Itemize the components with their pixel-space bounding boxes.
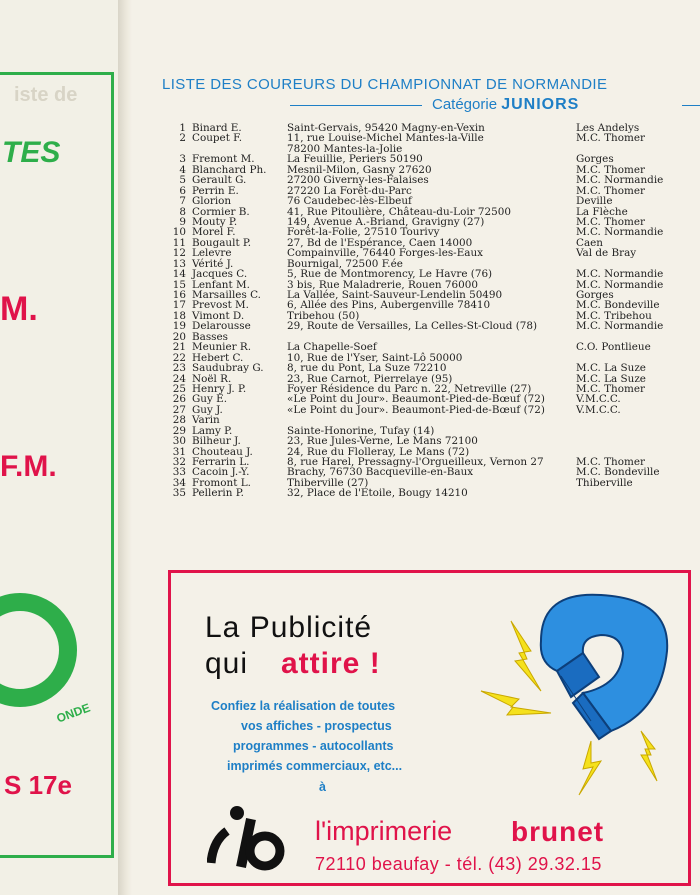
ad-headline-2a: qui (205, 647, 249, 680)
rider-number: 30 (172, 435, 186, 448)
rider-number: 5 (179, 174, 186, 187)
rider-club: M.C. Thomer (576, 132, 645, 145)
rider-club: Caen (576, 236, 603, 249)
rider-address: 8, rue du Pont, La Suze 72210 (287, 362, 447, 375)
rider-address: 32, Place de l'Etoile, Bougy 14210 (287, 487, 468, 500)
rider-name: Hebert C. (192, 351, 244, 364)
rider-address: Tribehou (50) (287, 309, 360, 322)
rider-name: Cormier B. (192, 205, 250, 218)
rider-address: La Chapelle-Soef (287, 341, 377, 354)
rider-address: Brachy, 76730 Bacqueville-en-Baux (287, 466, 474, 479)
rider-address: Compainville, 76440 Forges-les-Eaux (287, 247, 484, 260)
ad-body-line-5: à (319, 780, 326, 794)
rider-address: 76 Caudebec-lès-Elbeuf (287, 195, 412, 208)
ad-brand-prefix: l'imprimerie (315, 816, 453, 846)
rider-number: 13 (172, 257, 186, 270)
ad-body-line-3: programmes - autocollants (233, 739, 394, 753)
rider-name: Morel F. (192, 226, 236, 239)
category-rule-right (682, 105, 700, 106)
rider-address: La Vallée, Saint-Sauveur-Lendelin 50490 (287, 289, 503, 301)
rider-club: Gorges (576, 289, 614, 301)
rider-address: 41, Rue Pitoulière, Château-du-Loir 72500 (287, 205, 511, 218)
rider-club: M.C. Normandie (576, 268, 664, 281)
rider-club: C.O. Pontlieue (576, 341, 651, 354)
rider-name: Chouteau J. (192, 445, 253, 458)
rider-address: La Feuillie, Periers 50190 (287, 153, 423, 166)
rider-club: M.C. Bondeville (576, 299, 660, 312)
rider-address: Bournigal, 72500 F.ée (287, 257, 403, 270)
rider-club: M.C. Normandie (576, 174, 664, 187)
rider-name: Fromont L. (192, 476, 251, 489)
rider-name: Pellerin P. (192, 487, 244, 500)
left-page-s17: S 17e (4, 770, 72, 800)
rider-club: V.M.C.C. (576, 403, 621, 416)
rider-number: 24 (172, 372, 186, 385)
rider-club: Val de Bray (576, 247, 637, 260)
rider-club: Gorges (576, 153, 614, 166)
ad-body-line-1: Confiez la réalisation de toutes (211, 699, 396, 713)
rider-number: 12 (172, 247, 186, 260)
rider-number: 16 (172, 289, 186, 301)
rider-address: 27, Bd de l'Espérance, Caen 14000 (287, 236, 473, 249)
rider-name: Fremont M. (192, 153, 255, 166)
left-page-m: M. (0, 290, 38, 328)
rider-number: 23 (172, 362, 186, 375)
rider-number: 33 (172, 466, 186, 479)
left-page-fm: F.M. (0, 450, 57, 483)
rider-address: 27200 Giverny-les-Falaises (287, 174, 429, 187)
rider-number: 9 (179, 215, 186, 228)
category-title (432, 96, 579, 114)
rider-club: M.C. Thomer (576, 184, 645, 197)
rider-number: 14 (172, 268, 186, 281)
rider-number: 25 (172, 382, 186, 395)
rider-name: Henry J. P. (192, 382, 247, 395)
rider-name: Bilheur J. (192, 435, 241, 448)
rider-name: Guy E. (192, 393, 228, 406)
rider-address: 27220 La Forêt-du-Parc (287, 184, 412, 197)
rider-number: 21 (172, 341, 186, 354)
rider-address: Sainte-Honorine, Tufay (14) (287, 424, 435, 437)
left-page-fragment-top: iste de (14, 84, 78, 106)
rider-club: M.C. Normandie (576, 278, 664, 291)
rider-number: 28 (172, 414, 186, 427)
rider-number: 26 (172, 393, 186, 406)
rider-name: Gerault G. (192, 174, 247, 187)
rider-name: Basses (192, 330, 228, 343)
rider-name: Prevost M. (192, 299, 249, 312)
ad-body-line-2: vos affiches - prospectus (241, 719, 392, 733)
rider-name: Marsailles C. (192, 289, 261, 301)
magnet-illustration (471, 581, 686, 796)
category-rule-left (290, 105, 422, 106)
rider-address: 29, Route de Versailles, La Celles-St-Cloud (78) (287, 320, 538, 333)
rider-address: 5, Rue de Montmorency, Le Havre (76) (287, 268, 493, 281)
rider-number: 18 (172, 309, 186, 322)
rider-number: 34 (172, 476, 186, 489)
rider-club: M.C. Thomer (576, 163, 645, 176)
rider-name: Lelevre (192, 247, 232, 260)
rider-club: M.C. Normandie (576, 320, 664, 333)
ad-headline-1: La Publicité (205, 611, 373, 644)
rider-name: Varin (192, 414, 220, 427)
rider-club: V.M.C.C. (576, 393, 621, 406)
rider-address: 23, Rue Jules-Verne, Le Mans 72100 (287, 435, 478, 448)
rider-number: 19 (172, 320, 186, 333)
rider-name: Cacoin J.-Y. (192, 466, 250, 479)
rider-name: Meunier R. (192, 341, 252, 354)
rider-club: M.C. Thomer (576, 456, 645, 468)
ad-brand-name: brunet (511, 816, 605, 847)
rider-address: 3 bis, Rue Maladrerie, Rouen 76000 (287, 278, 478, 291)
rider-number: 4 (179, 163, 186, 176)
rider-address: 23, Rue Carnot, Pierrelaye (95) (287, 372, 453, 385)
rider-name: Delarousse (192, 320, 251, 333)
rider-address: Mesnil-Milon, Gasny 27620 (287, 163, 432, 176)
list-title: LISTE DES COUREURS DU CHAMPIONNAT DE NORMANDIE (162, 76, 608, 93)
ad-body-line-4: imprimés commerciaux, etc... (227, 759, 403, 773)
rider-name: Bougault P. (192, 236, 252, 249)
rider-number: 27 (172, 403, 186, 416)
rider-club: M.C. Normandie (576, 226, 664, 239)
rider-name: Vérité J. (192, 257, 234, 270)
rider-address: «Le Point du Jour». Beaumont-Pied-de-Bœuf (72) (287, 393, 545, 406)
rider-number: 31 (172, 445, 186, 458)
rider-name: Noël R. (192, 372, 232, 385)
rider-name: Jacques C. (192, 268, 248, 281)
rider-name: Coupet F. (192, 132, 243, 145)
rider-number: 10 (172, 226, 186, 239)
rider-name: Mouty P. (192, 215, 238, 228)
rider-name: Binard E. (192, 122, 242, 134)
rider-number: 2 (179, 132, 186, 145)
rider-number: 20 (172, 330, 186, 343)
rider-number: 11 (172, 236, 186, 249)
rider-number: 3 (179, 153, 186, 166)
ib-logo-icon (207, 801, 287, 873)
rider-club: M.C. Thomer (576, 382, 645, 395)
rider-club: M.C. La Suze (576, 372, 646, 385)
rider-address: 11, rue Louise-Michel Mantes-la-Ville (287, 132, 484, 145)
rider-club: M.C. Bondeville (576, 466, 660, 479)
category-prefix: Catégorie (432, 96, 498, 113)
rider-number: 29 (172, 424, 186, 437)
rider-club: Thiberville (576, 476, 633, 489)
rider-number: 35 (172, 487, 186, 500)
rider-name: Glorion (192, 195, 232, 208)
rider-club: Deville (576, 195, 613, 208)
rider-address: 78200 Mantes-la-Jolie (287, 142, 403, 155)
left-page (0, 0, 122, 895)
left-page-logo-ring (0, 590, 80, 710)
category-name: JUNIORS (501, 96, 580, 113)
rider-number: 32 (172, 456, 186, 468)
rider-name: Saudubray G. (192, 362, 264, 375)
rider-club: Les Andelys (576, 122, 640, 134)
rider-address: 10, Rue de l'Yser, Saint-Lô 50000 (287, 351, 463, 364)
category-heading (292, 96, 692, 116)
rider-name: Lenfant M. (192, 278, 250, 291)
rider-address: «Le Point du Jour». Beaumont-Pied-de-Bœuf (72) (287, 403, 545, 416)
rider-club: M.C. Tribehou (576, 309, 652, 322)
rider-number: 6 (179, 184, 186, 197)
rider-number: 1 (179, 122, 186, 134)
ad-contact: 72110 beaufay - tél. (43) 29.32.15 (315, 854, 602, 874)
rider-name: Lamy P. (192, 424, 233, 437)
rider-name: Ferrarin L. (192, 456, 250, 468)
rider-name: Guy J. (192, 403, 223, 416)
rider-address: Forêt-la-Folie, 27510 Tourivy (287, 226, 440, 239)
left-page-onde: ONDE (54, 700, 93, 726)
rider-name: Vimont D. (192, 309, 245, 322)
rider-address: 24, Rue du Flolleray, Le Mans (72) (287, 445, 470, 458)
rider-address: Thiberville (27) (287, 476, 369, 489)
rider-address: 8, rue Harel, Pressagny-l'Orgueilleux, Vernon 27 (287, 456, 544, 468)
rider-number: 8 (179, 205, 186, 218)
rider-number: 22 (172, 351, 186, 364)
rider-number: 7 (179, 195, 186, 208)
rider-address: 149, Avenue A.-Briand, Gravigny (27) (287, 215, 485, 228)
rider-address: Saint-Gervais, 95420 Magny-en-Vexin (287, 122, 485, 134)
page-gutter (118, 0, 132, 895)
rider-name: Blanchard Ph. (192, 163, 267, 176)
rider-number: 15 (172, 278, 186, 291)
rider-number: 17 (172, 299, 186, 312)
printer-advertisement (168, 570, 691, 886)
ad-headline-2b: attire ! (281, 647, 381, 680)
rider-club: La Flèche (576, 205, 628, 218)
rider-name: Perrin E. (192, 184, 239, 197)
rider-address: Foyer Résidence du Parc n. 22, Netreville (27) (287, 382, 532, 395)
rider-address: 6, Allée des Pins, Aubergenville 78410 (287, 299, 491, 312)
left-page-tes: TES (2, 136, 61, 169)
rider-club: M.C. Thomer (576, 215, 645, 228)
rider-club: M.C. La Suze (576, 362, 646, 375)
